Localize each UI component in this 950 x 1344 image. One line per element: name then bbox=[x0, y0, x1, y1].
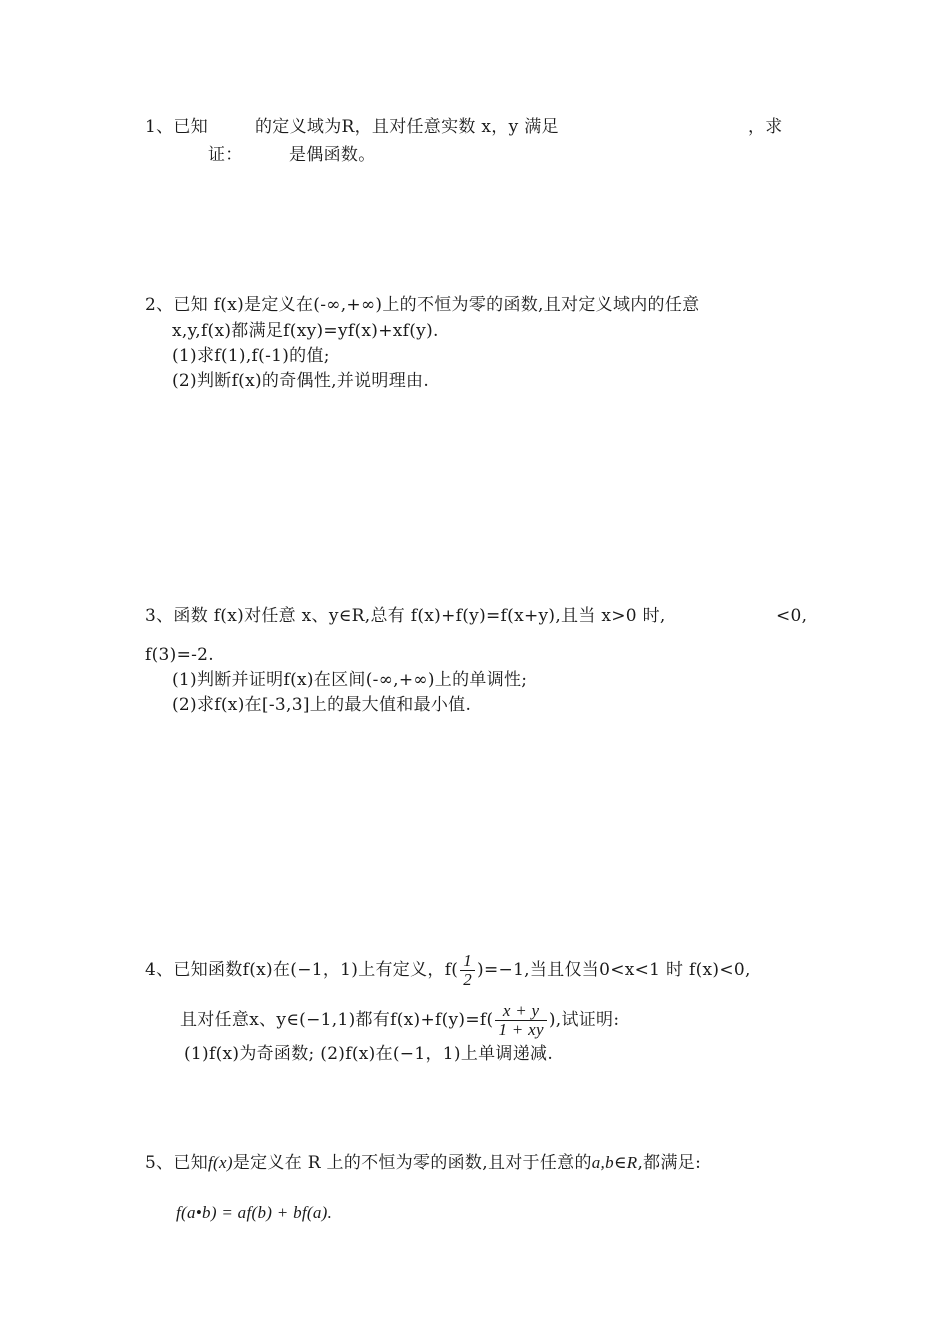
problem-1-line-1-end bbox=[748, 116, 783, 138]
problem-4-text-a: 4、已知函数f(x)在(−1，1)上有定义，f( bbox=[145, 960, 459, 980]
problem-3-text-b: <0, bbox=[776, 606, 808, 626]
problem-5-line-2: f(a•b) = af(b) + bf(a). bbox=[176, 1203, 333, 1222]
problem-2-line-4: (2)判断f(x)的奇偶性,并说明理由. bbox=[172, 371, 430, 391]
problem-4-fraction-xy bbox=[495, 1002, 546, 1039]
problem-4-fraction-half bbox=[460, 952, 475, 989]
fraction-numerator: x + y bbox=[495, 1002, 546, 1021]
problem-1-line-2-end bbox=[289, 144, 376, 166]
problem-3-line-1-end bbox=[776, 605, 807, 627]
problem-3-line-2: f(3)=-2. bbox=[145, 645, 214, 665]
problem-5-fx: f(x) bbox=[208, 1153, 233, 1172]
problem-3-line-1 bbox=[145, 605, 666, 627]
problem-5-text-c: ,都满足: bbox=[637, 1153, 702, 1173]
problem-4-line-3: (1)f(x)为奇函数; (2)f(x)在(−1，1)上单调递减. bbox=[184, 1044, 554, 1064]
problem-1-line-2 bbox=[208, 144, 243, 166]
problem-3-line-4: (2)求f(x)在[-3,3]上的最大值和最小值. bbox=[172, 695, 472, 715]
problem-1-line-1-mid bbox=[255, 116, 559, 138]
problem-5-line-1 bbox=[145, 1152, 701, 1174]
problem-4-text-c: 且对任意x、y∈(−1,1)都有f(x)+f(y)=f( bbox=[180, 1010, 494, 1030]
problem-1-text-a: 1、已知 bbox=[145, 117, 209, 137]
problem-4-text-b: )=−1,当且仅当0<x<1 时 f(x)<0, bbox=[477, 960, 751, 980]
problem-3-text-a: 3、函数 f(x)对任意 x、y∈R,总有 f(x)+f(y)=f(x+y),且当 x>0 时, bbox=[145, 606, 666, 626]
problem-2-line-1: 2、已知 f(x)是定义在(-∞,+∞)上的不恒为零的函数,且对定义域内的任意 bbox=[145, 295, 700, 315]
problem-1-text-d: 证： bbox=[208, 145, 243, 165]
problem-5-text-b: 是定义在 R 上的不恒为零的函数,且对于任意的 bbox=[232, 1153, 592, 1173]
problem-1-line-1 bbox=[145, 116, 208, 138]
fraction-numerator: 1 bbox=[460, 952, 475, 971]
problem-1-text-c: ，求 bbox=[748, 117, 783, 137]
fraction-denominator: 1 + xy bbox=[498, 1020, 544, 1039]
problem-4-text-d: ),试证明: bbox=[548, 1010, 620, 1030]
problem-4-line-2 bbox=[180, 1000, 619, 1040]
problem-1-text-e: 是偶函数。 bbox=[289, 145, 376, 165]
problem-2-line-2: x,y,f(x)都满足f(xy)=yf(x)+xf(y). bbox=[172, 321, 439, 341]
problem-3-line-3: (1)判断并证明f(x)在区间(-∞,+∞)上的单调性; bbox=[172, 670, 528, 690]
problem-1-text-b: 的定义域为R，且对任意实数 x，y 满足 bbox=[255, 117, 559, 137]
problem-5-ab: a,b∈R bbox=[591, 1153, 638, 1172]
fraction-denominator: 2 bbox=[463, 970, 473, 989]
problem-2-line-3: (1)求f(1),f(-1)的值; bbox=[172, 346, 330, 366]
problem-5-text-a: 5、已知 bbox=[145, 1153, 209, 1173]
problem-4-line-1 bbox=[145, 950, 751, 990]
